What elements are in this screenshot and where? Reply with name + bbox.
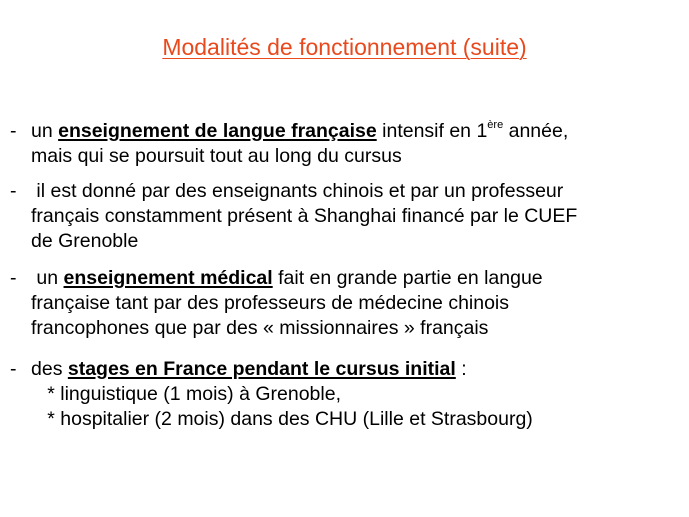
emphasis-text: enseignement médical [63, 267, 273, 289]
bullet-line: * linguistique (1 mois) à Grenoble, [31, 383, 341, 405]
text-run: un [31, 120, 59, 142]
bullet-line [31, 119, 681, 144]
bullet-marker: - [10, 120, 17, 142]
bullet-item-teachers [31, 179, 681, 254]
bullet-line: mais qui se poursuit tout au long du cursus [31, 145, 402, 167]
text-run: année, [503, 120, 569, 142]
bullet-line [31, 357, 681, 382]
bullet-line: de Grenoble [31, 230, 139, 252]
bullet-line [31, 266, 681, 291]
text-run: un [31, 267, 64, 289]
bullet-line: français constamment présent à Shanghai financé par le CUEF [31, 205, 578, 227]
bullet-line: francophones que par des « missionnaires » français [31, 317, 489, 339]
text-run: : [455, 358, 467, 380]
bullet-marker: - [10, 267, 17, 289]
bullet-item-internships [31, 357, 681, 432]
emphasis-text: stages en France pendant le cursus initial [67, 358, 456, 380]
bullet-item-medical-teaching [31, 266, 681, 341]
superscript-text: ère [487, 118, 504, 131]
text-run: intensif en 1 [376, 120, 488, 142]
bullet-line: française tant par des professeurs de médecine chinois [31, 292, 510, 314]
text-run: des [31, 358, 68, 380]
bullet-marker: - [10, 358, 17, 380]
bullet-line: * hospitalier (2 mois) dans des CHU (Lille et Strasbourg) [31, 408, 533, 430]
bullet-item-french-teaching [31, 119, 681, 169]
emphasis-text: enseignement de langue française [58, 120, 377, 142]
text-run: fait en grande partie en langue [272, 267, 543, 289]
bullet-marker: - [10, 180, 17, 202]
slide-title: Modalités de fonctionnement (suite) [162, 34, 527, 60]
bullet-line: il est donné par des enseignants chinois et par un professeur [31, 180, 564, 202]
